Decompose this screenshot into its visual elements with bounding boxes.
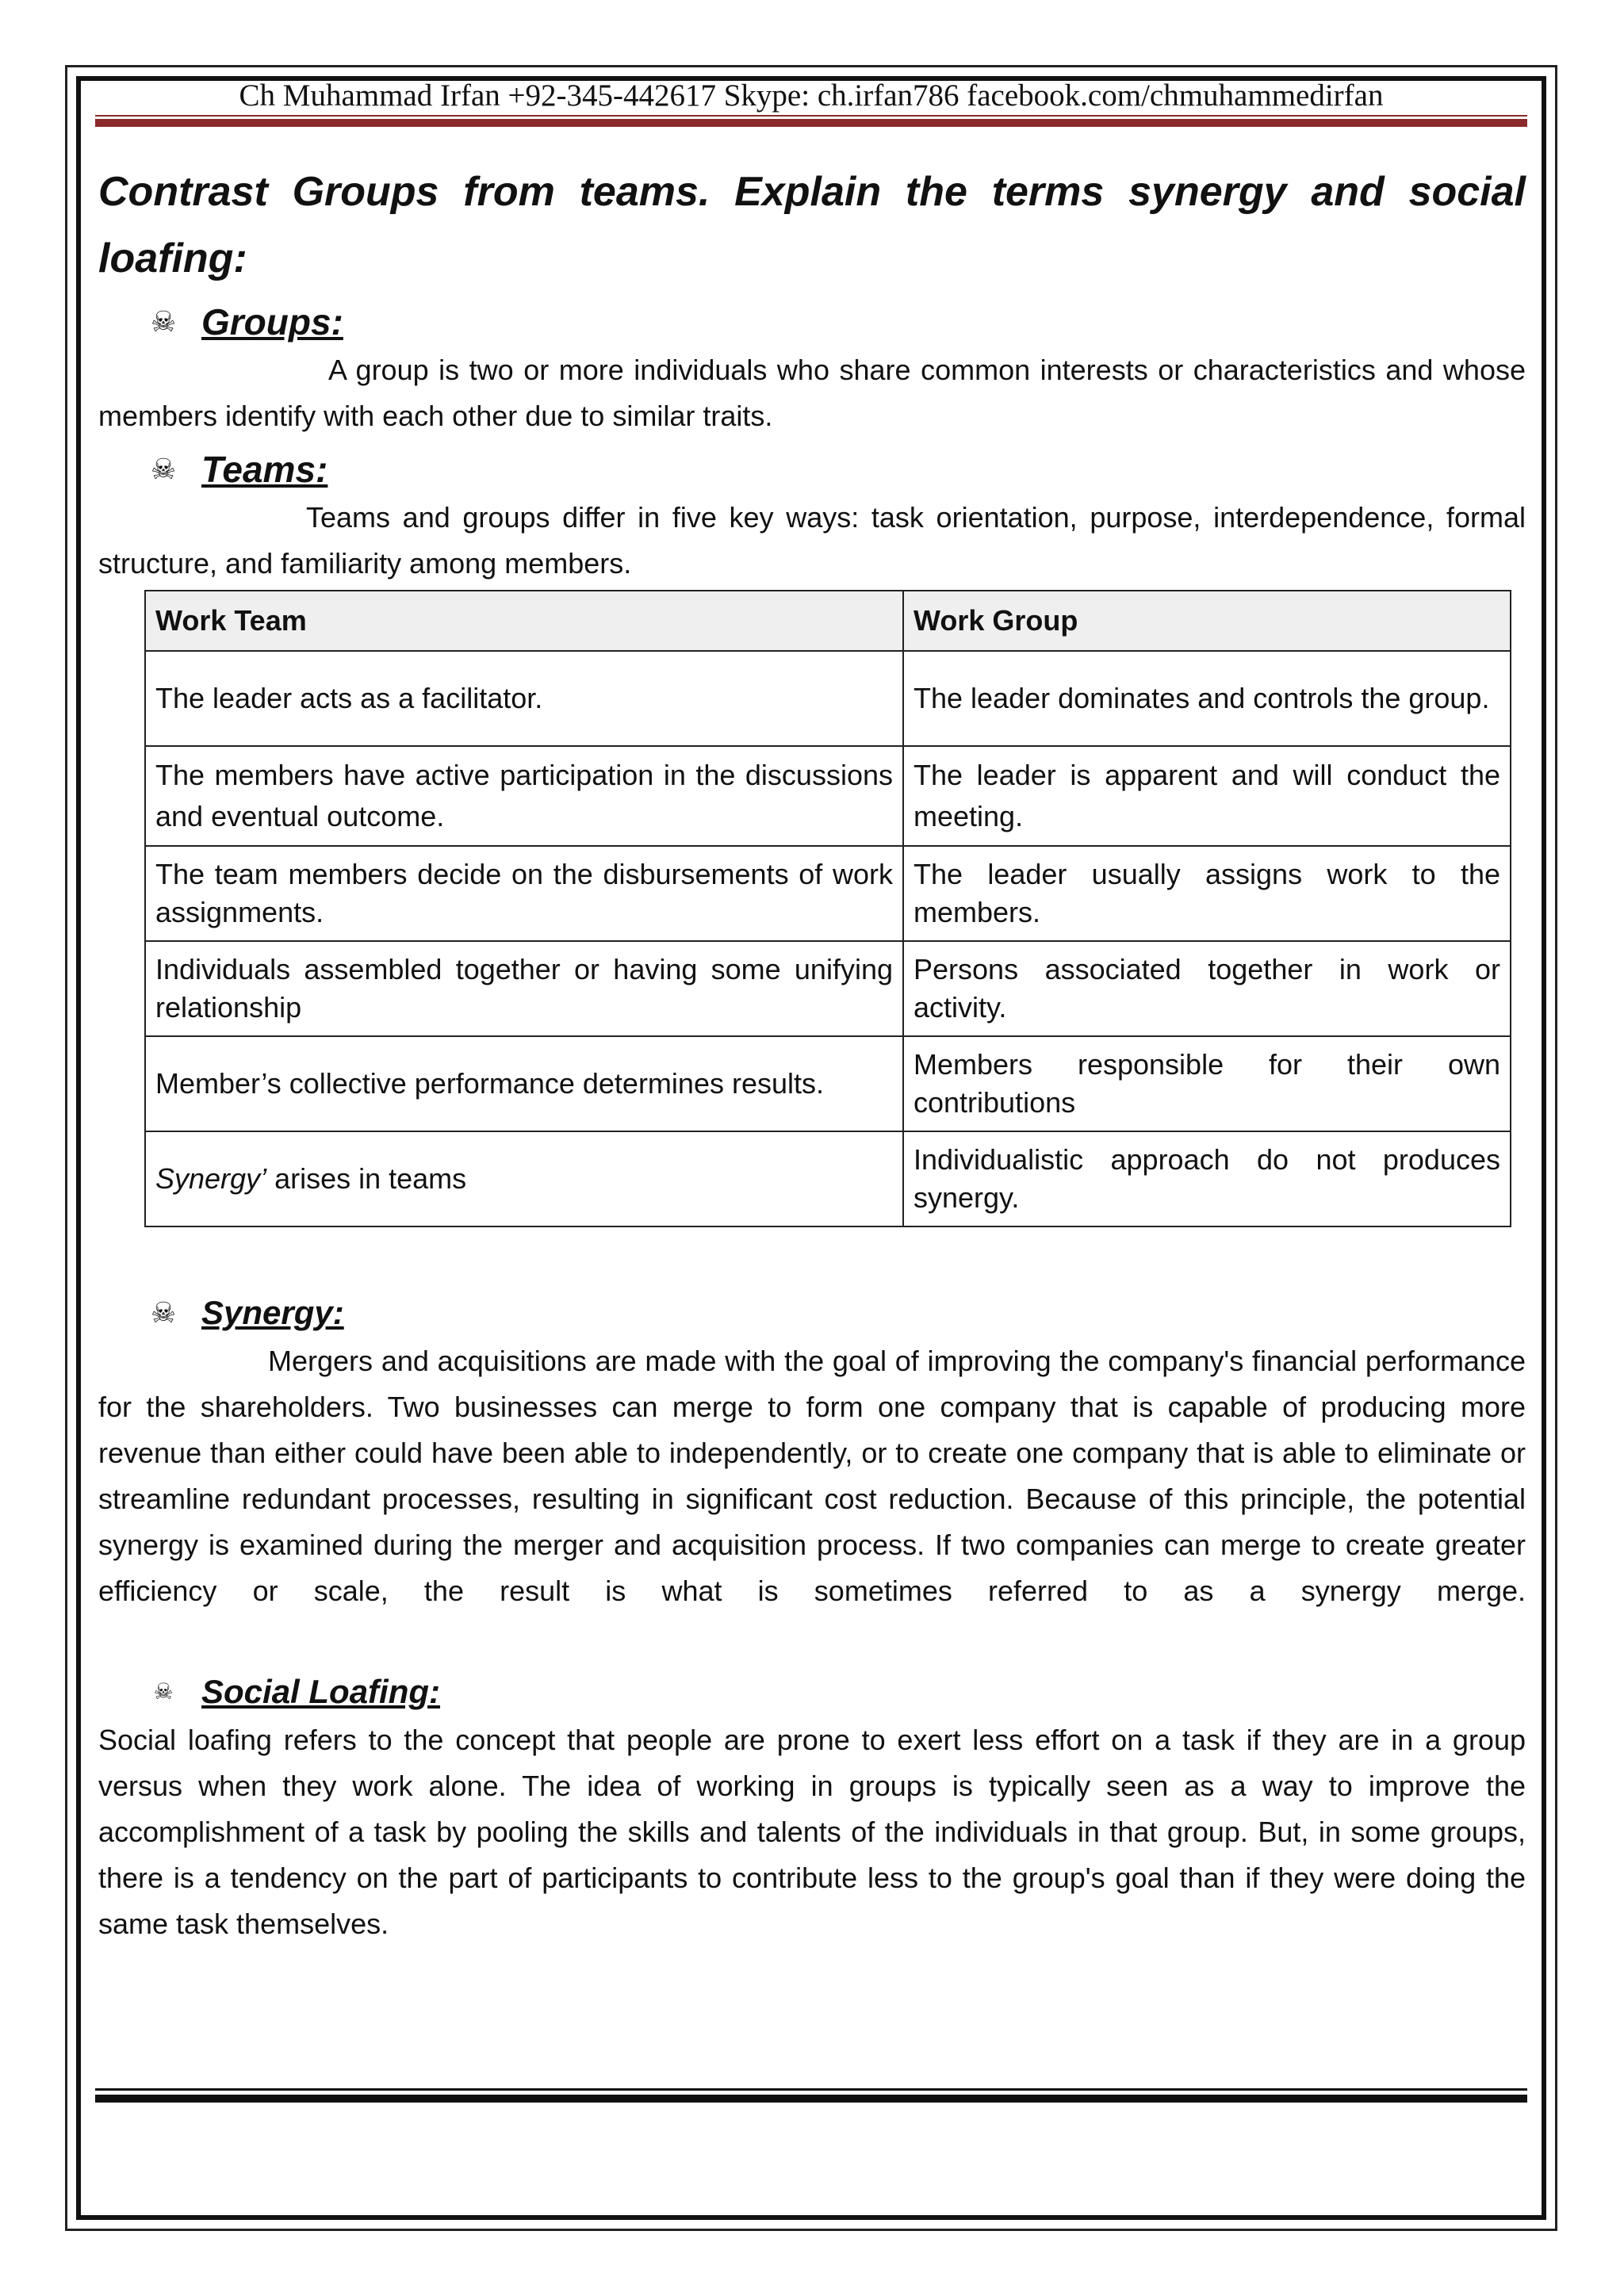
- teams-heading: [98, 444, 1526, 495]
- groups-paragraph: A group is two or more individuals who share common interests or characteristics and whose members identify with each other due to similar traits.: [98, 354, 1526, 432]
- groups-heading: [98, 297, 1526, 347]
- synergy-heading: [98, 1288, 1526, 1338]
- table-header-work-group: Work Group: [903, 591, 1511, 651]
- synergy-term: Synergy’: [155, 1162, 267, 1195]
- table-cell: The members have active participation in the discussions and eventual outcome.: [145, 746, 903, 846]
- table-row: [145, 1131, 1511, 1226]
- footer-rule-thin: [95, 2088, 1527, 2091]
- table-cell: The leader is apparent and will conduct the meeting.: [903, 746, 1511, 846]
- header-rule-thin: [95, 115, 1527, 117]
- table-cell-synergy: Synergy’ arises in teams: [145, 1131, 903, 1226]
- social-loafing-heading: [98, 1667, 1526, 1717]
- skull-crossbones-icon: ☠: [150, 453, 177, 485]
- header-contact: Ch Muhammad Irfan +92-345-442617 Skype: ch.irfan786 facebook.com/chmuhammedirfan: [239, 78, 1384, 113]
- groups-title: Groups:: [201, 301, 343, 342]
- table-cell: Individuals assembled together or having some unifying relationship: [145, 941, 903, 1036]
- synergy-title: Synergy:: [201, 1294, 344, 1331]
- table-cell: Member’s collective performance determines results.: [145, 1036, 903, 1131]
- table-row: [145, 651, 1511, 746]
- table-row: [145, 941, 1511, 1036]
- footer-rule: [95, 2095, 1527, 2103]
- table-cell: Persons associated together in work or activity.: [903, 941, 1511, 1036]
- document-body: [98, 159, 1526, 1947]
- skull-crossbones-icon: ☠: [153, 1679, 174, 1704]
- table-row: [145, 746, 1511, 846]
- social-loafing-title: Social Loafing:: [201, 1673, 441, 1710]
- teams-paragraph: Teams and groups differ in five key ways: task orientation, purpose, interdependence, formal structure, and familiarity among members.: [98, 501, 1526, 580]
- table-cell: The leader usually assigns work to the members.: [903, 846, 1511, 941]
- social-loafing-paragraph: Social loafing refers to the concept that people are prone to exert less effort on a task if they are in a group versus when they work alone. The idea of working in groups is typically seen as a way to improve the accomplishment of a task by pooling the skills and talents of the individuals in that group. But, in some groups, there is a tendency on the part of participants to contribute less to the group's goal than if they were doing the same task themselves.: [98, 1724, 1526, 1940]
- table-cell: Individualistic approach do not produces synergy.: [903, 1131, 1511, 1226]
- table-cell: The leader acts as a facilitator.: [145, 651, 903, 746]
- table-cell: The leader dominates and controls the group.: [903, 651, 1511, 746]
- skull-crossbones-icon: ☠: [150, 1296, 177, 1329]
- table-cell: The team members decide on the disbursements of work assignments.: [145, 846, 903, 941]
- header-rule: [95, 119, 1527, 127]
- synergy-paragraph: Mergers and acquisitions are made with the goal of improving the company's financial performance for the shareholders. Two businesses can merge to form one company that is capable of producing more revenue than either could have been able to independently, or to create one company that is able to eliminate or streamline redundant processes, resulting in significant cost reduction. Because of this principle, the potential synergy is examined during the merger and acquisition process. If two companies can merge to create greater efficiency or scale, the result is what is sometimes referred to as a synergy merge.: [98, 1345, 1526, 1607]
- skull-crossbones-icon: ☠: [150, 305, 177, 338]
- teams-title: Teams:: [201, 449, 328, 490]
- table-header-row: [145, 591, 1511, 651]
- table-header-work-team: Work Team: [145, 591, 903, 651]
- table-row: [145, 1036, 1511, 1131]
- page-title: Contrast Groups from teams. Explain the terms synergy and social loafing:: [98, 169, 1526, 281]
- comparison-table: [144, 590, 1511, 1227]
- table-row: [145, 846, 1511, 941]
- table-cell: Members responsible for their own contributions: [903, 1036, 1511, 1131]
